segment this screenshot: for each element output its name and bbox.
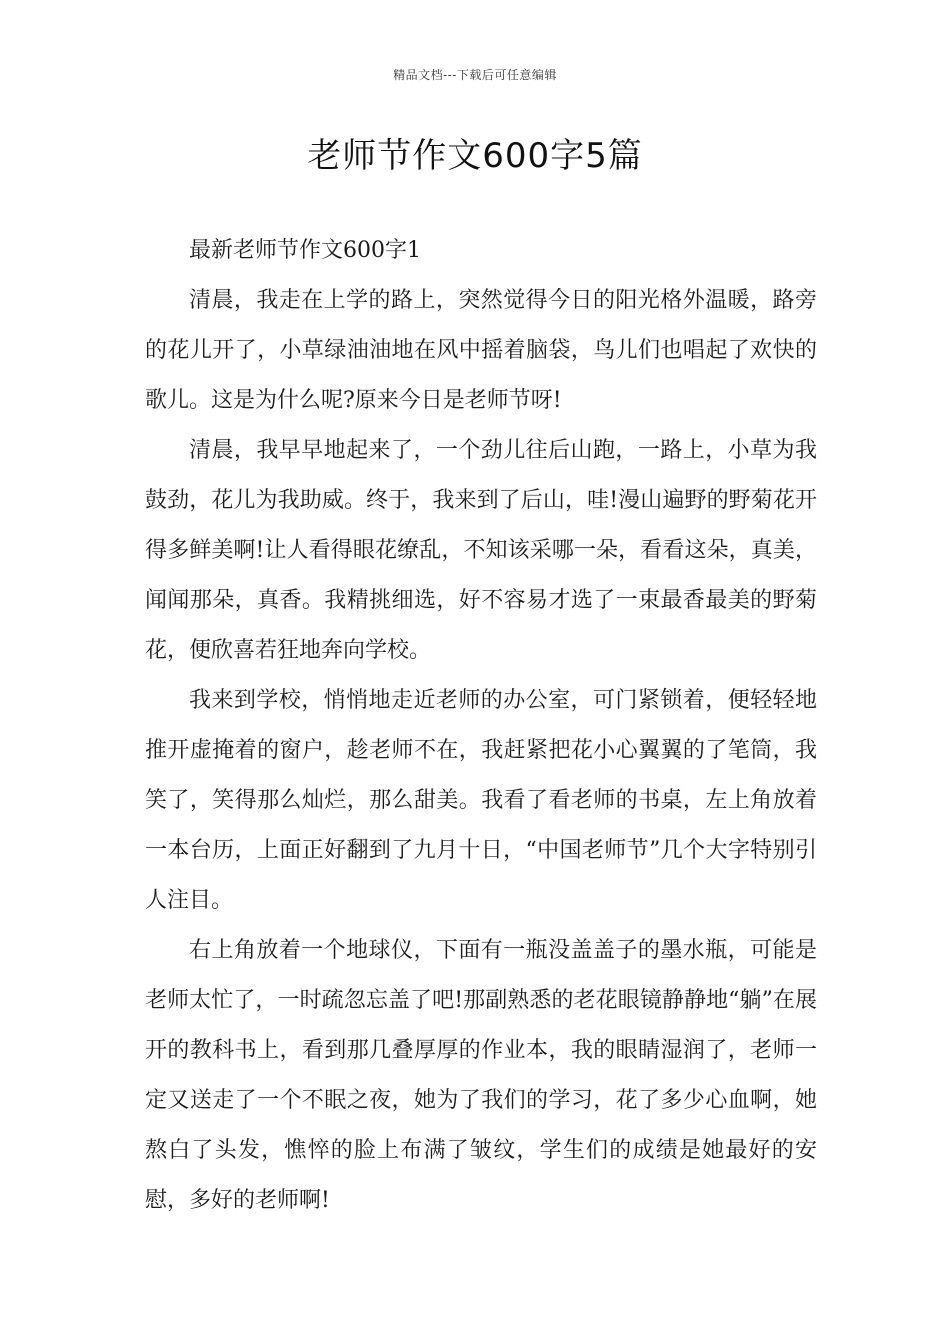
paragraph: 清晨，我走在上学的路上，突然觉得今日的阳光格外温暖，路旁的花儿开了，小草绿油油地在风中摇着脑袋，鸟儿们也唱起了欢快的歌儿。这是为什么呢?原来今日是老师节呀! (145, 288, 817, 413)
document-body (145, 226, 817, 1226)
paragraph: 我来到学校，悄悄地走近老师的办公室，可门紧锁着，便轻轻地推开虚掩着的窗户，趁老师不在，我赶紧把花小心翼翼的了笔筒，我笑了，笑得那么灿烂，那么甜美。我看了看老师的书桌，左上角放着一本台历，上面正好翻到了九月十日，“中国老师节”几个大字特别引人注目。 (145, 688, 817, 913)
paragraph: 右上角放着一个地球仪，下面有一瓶没盖盖子的墨水瓶，可能是老师太忙了，一时疏忽忘盖了吧!那副熟悉的老花眼镜静静地“躺”在展开的教科书上，看到那几叠厚厚的作业本，我的眼睛湿润了，老师一定又送走了一个不眠之夜，她为了我们的学习，花了多少心血啊，她熬白了头发，憔悴的脸上布满了皱纹，学生们的成绩是她最好的安慰，多好的老师啊! (145, 938, 817, 1213)
document-title: 老师节作文600字5篇 (307, 136, 643, 176)
header-note: 精品文档---下载后可任意编辑 (393, 68, 557, 82)
paragraph: 清晨，我早早地起来了，一个劲儿往后山跑，一路上，小草为我鼓劲，花儿为我助威。终于，我来到了后山，哇!漫山遍野的野菊花开得多鲜美啊!让人看得眼花缭乱，不知该采哪一朵，看看这朵，真美，闻闻那朵，真香。我精挑细选，好不容易才选了一束最香最美的野菊花，便欣喜若狂地奔向学校。 (145, 438, 817, 663)
section-heading: 最新老师节作文600字1 (189, 238, 421, 263)
